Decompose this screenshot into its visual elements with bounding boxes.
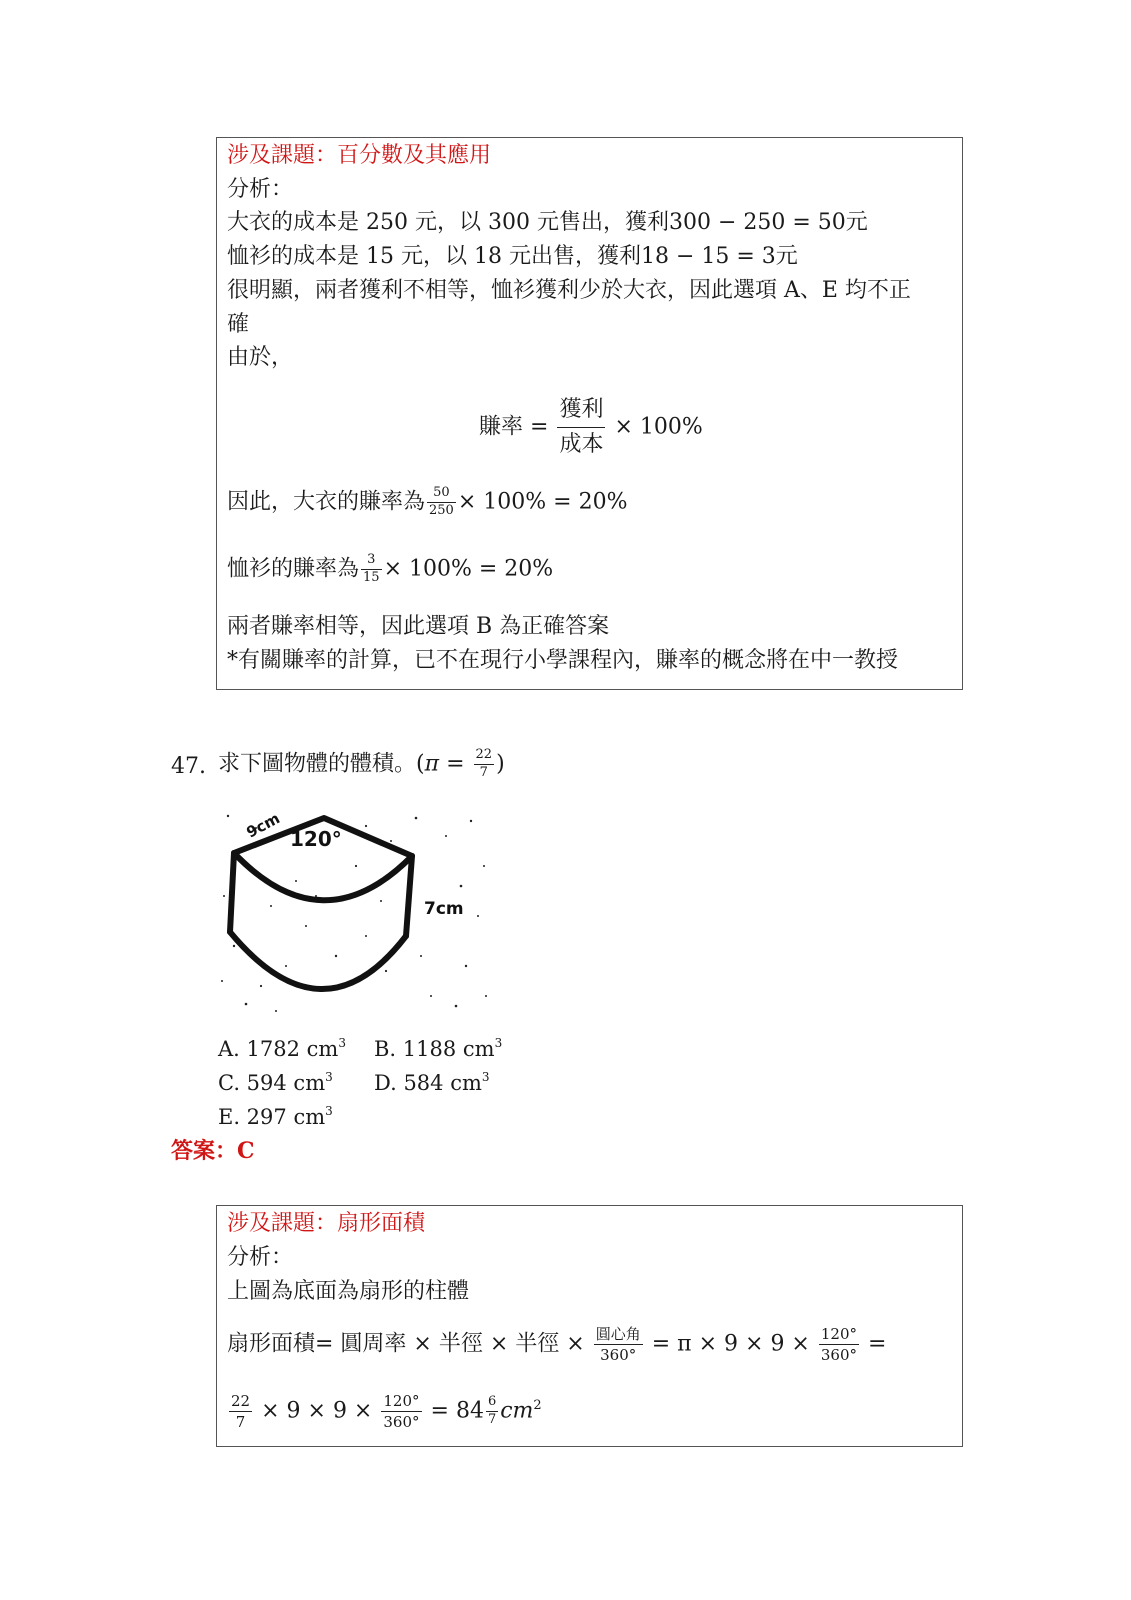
- radius-label: 9cm: [243, 809, 283, 842]
- question-number: 47.: [171, 754, 206, 779]
- sector-prism-figure: [216, 806, 494, 1018]
- mixed-fraction: $\frac{6}{7}$: [487, 1394, 497, 1427]
- sector-area-calculation: $\frac{22}{7}$ × 9 × 9 × $\frac{120^\circ}{360^\circ}$ = 84 $\frac{6}{7}$ $cm^2$: [231, 1392, 542, 1431]
- central-angle-fraction: $\frac{\text{圓心角}}{360^\circ}$: [595, 1325, 641, 1364]
- coat-profit-line: 大衣的成本是 250 元，以 300 元售出，獲利300 − 250 = 50元: [227, 210, 868, 235]
- option-c[interactable]: C. 594 $cm^3$: [218, 1070, 333, 1095]
- comparison-line-cont: 確: [227, 312, 250, 337]
- analysis-label: 分析：: [227, 177, 294, 202]
- option-b[interactable]: B. 1188 $cm^3$: [374, 1036, 503, 1061]
- shirt-rate-fraction: $\frac{3}{15}$: [363, 552, 380, 585]
- topic-heading: 涉及課題：百分數及其應用: [227, 143, 492, 168]
- topic-heading: 涉及課題：扇形面積: [227, 1211, 426, 1236]
- analysis-label: 分析：: [227, 1245, 294, 1270]
- angle-ratio-fraction: $\frac{120^\circ}{360^\circ}$: [383, 1392, 420, 1431]
- shirt-profit-line: 恤衫的成本是 15 元，以 18 元出售，獲利18 − 15 = 3元: [227, 244, 798, 269]
- option-d[interactable]: D. 584 $cm^3$: [374, 1070, 490, 1095]
- rate-formula: 賺率 = $\frac{\text{獲利}}{\text{成本}}$ × 100%: [479, 394, 703, 461]
- option-a[interactable]: A. 1782 $cm^3$: [218, 1036, 346, 1061]
- prism-description: 上圖為底面為扇形的柱體: [227, 1279, 470, 1304]
- pi-fraction: $\frac{22}{7}$: [475, 747, 493, 780]
- rate-fraction: $\frac{\text{獲利}}{\text{成本}}$: [557, 394, 605, 461]
- answer-label: 答案：C: [171, 1138, 255, 1164]
- coat-profit-math: 300 − 250 = 50元: [668, 210, 868, 235]
- angle-ratio-fraction: $\frac{120^\circ}{360^\circ}$: [820, 1325, 858, 1364]
- coat-rate-line: 因此，大衣的賺率為 $\frac{50}{250}$ × 100% = 20%: [227, 485, 628, 518]
- curriculum-note: *有關賺率的計算，已不在現行小學課程內，賺率的概念將在中一教授: [227, 648, 899, 673]
- shirt-rate-line: 恤衫的賺率為 $\frac{3}{15}$ × 100% = 20%: [227, 552, 554, 585]
- analysis-box-percentage: [216, 137, 963, 690]
- comparison-line: 很明顯，兩者獲利不相等，恤衫獲利少於大衣，因此選項 A、E 均不正: [227, 278, 911, 303]
- sector-area-formula: 扇形面積= 圓周率 × 半徑 × 半徑 × $\frac{\text{圓心角}}{360^\circ}$ = π × 9 × 9 × $\frac{120^\circ}{360^\circ}$ =: [227, 1325, 887, 1364]
- height-label: 7cm: [424, 899, 464, 919]
- coat-rate-fraction: $\frac{50}{250}$: [429, 485, 454, 518]
- shirt-profit-math: 18 − 15 = 3元: [640, 244, 798, 269]
- angle-label: 120°: [290, 827, 342, 851]
- conclusion-line: 兩者賺率相等，因此選項 B 為正確答案: [227, 614, 610, 639]
- option-e[interactable]: E. 297 $cm^3$: [218, 1104, 333, 1129]
- question-text: 求下圖物體的體積。(π = $\frac{22}{7}$ ): [218, 747, 505, 780]
- since-line: 由於，: [227, 345, 294, 370]
- left-edge: [230, 853, 234, 932]
- analysis-box-sector: [216, 1205, 963, 1447]
- pi-fraction: $\frac{22}{7}$: [231, 1392, 251, 1431]
